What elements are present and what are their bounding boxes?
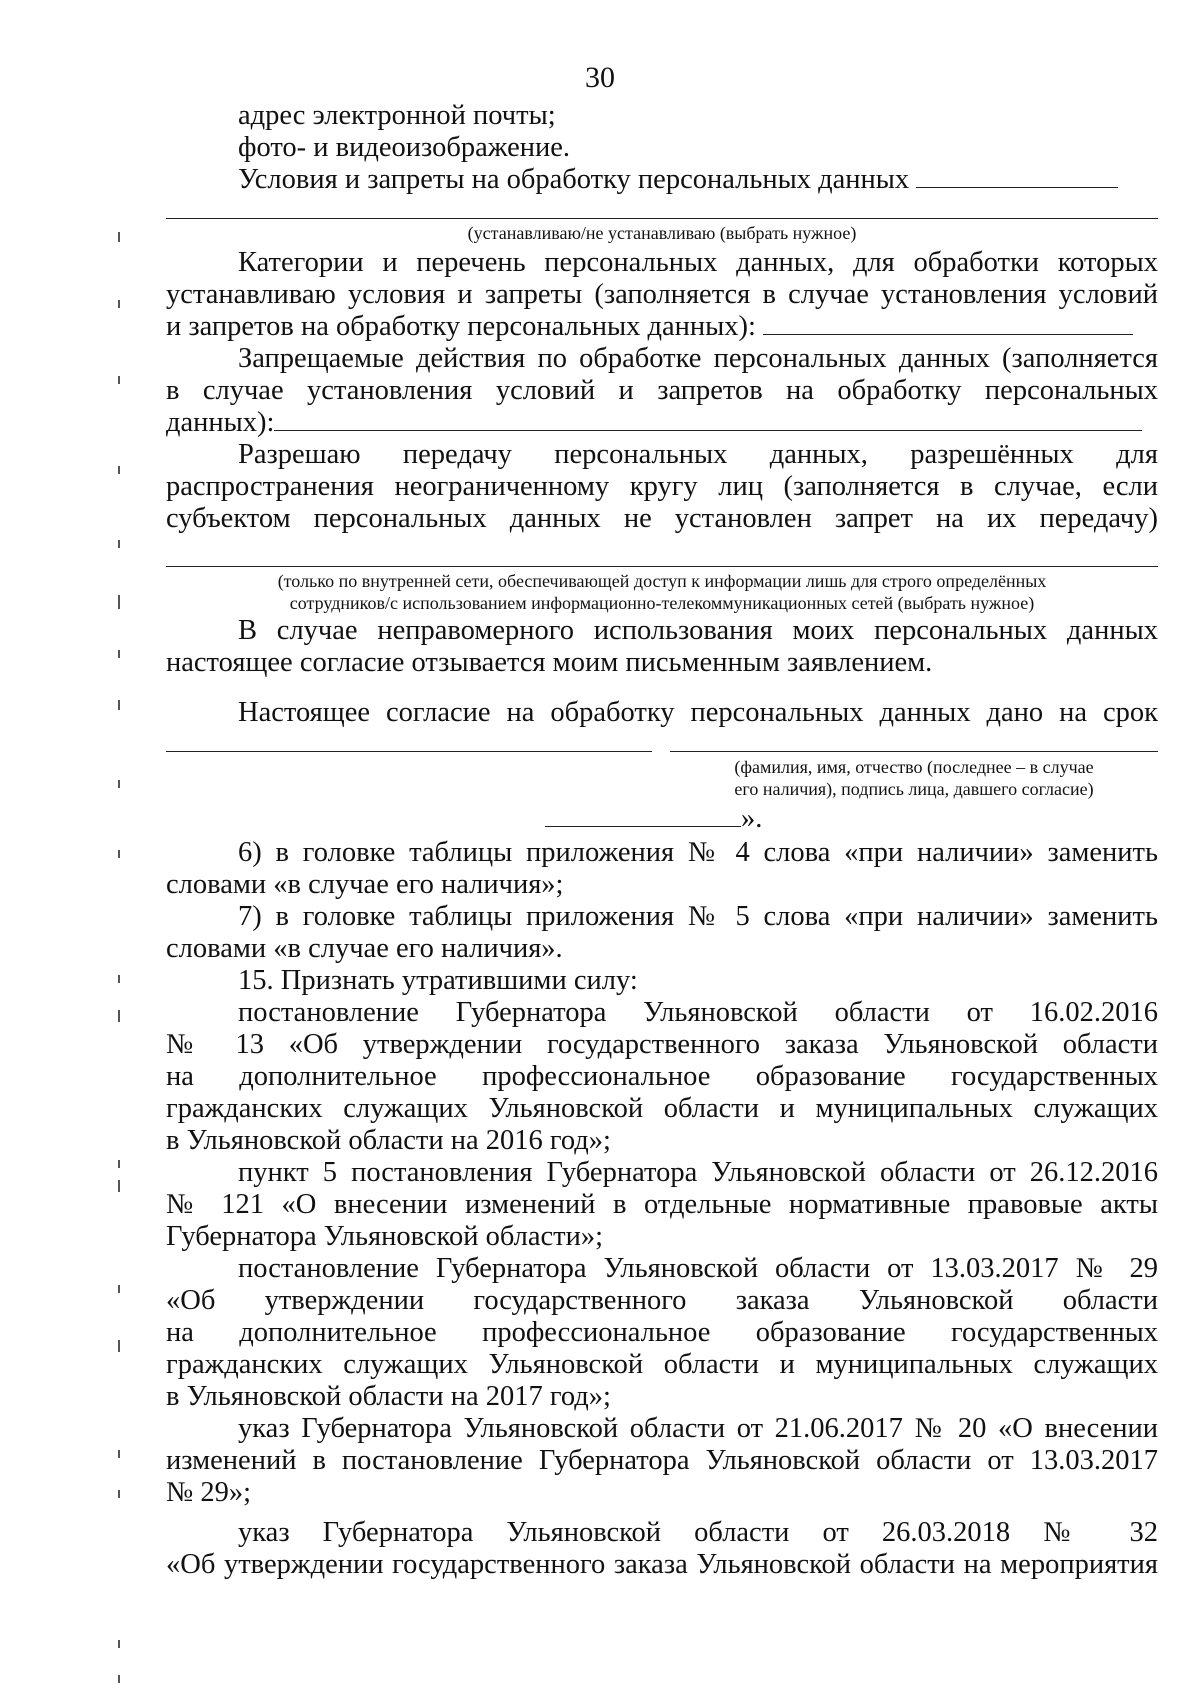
- scan-mark: [118, 1490, 120, 1498]
- field-caption: (фамилия, имя, отчество (последнее – в случае: [734, 757, 1094, 777]
- text-fragment: данных):: [166, 407, 275, 438]
- blank-line: [916, 165, 1118, 188]
- field-caption: (только по внутренней сети, обеспечивающей доступ к информации лишь для строго определённых: [277, 571, 1047, 591]
- text-line: словами «в случае его наличия».: [166, 933, 563, 964]
- text-line: настоящее согласие отзывается моим письменным заявлением.: [166, 647, 933, 678]
- text-line: субъектом персональных данных не установлен запрет на их передачу): [166, 503, 1158, 534]
- scan-mark: [118, 1285, 120, 1293]
- text-line: постановление Губернатора Ульяновской области от 16.02.2016: [238, 997, 1158, 1028]
- scan-mark: [118, 1340, 120, 1352]
- text-fragment: Условия и запреты на обработку персональных данных: [238, 164, 910, 195]
- text-line: в случае установления условий и запретов на обработку персональных: [166, 375, 1158, 406]
- text-line: № 29»;: [166, 1477, 251, 1508]
- field-caption: сотрудников/с использованием информационно-телекоммуникационных сетей (выбрать нужное): [289, 593, 1035, 613]
- text-line: № 121 «О внесении изменений в отдельные нормативные правовые акты: [166, 1189, 1158, 1220]
- text-line: [545, 803, 845, 835]
- text-line: В случае неправомерного использования моих персональных данных: [238, 615, 1158, 646]
- fill-in-rule: [166, 751, 652, 752]
- text-line: [166, 407, 1158, 439]
- text-line: [238, 164, 1158, 196]
- scan-mark: [118, 1160, 120, 1168]
- scan-mark: [118, 1180, 120, 1192]
- text-fragment: ».: [741, 803, 763, 834]
- blank-line: [763, 312, 1133, 335]
- text-line: Категории и перечень персональных данных, для обработки которых: [238, 247, 1158, 278]
- text-line: 6) в головке таблицы приложения № 4 слова «при наличии» заменить: [238, 837, 1158, 868]
- field-caption: (устанавливаю/не устанавливаю (выбрать нужное): [467, 223, 857, 243]
- text-line: Губернатора Ульяновской области»;: [166, 1221, 604, 1252]
- fill-in-rule: [166, 218, 1158, 219]
- field-caption: его наличия), подпись лица, давшего согласие): [734, 779, 1094, 799]
- text-line: на дополнительное профессиональное образование государственных: [166, 1317, 1158, 1348]
- text-line: пункт 5 постановления Губернатора Ульяновской области от 26.12.2016: [238, 1157, 1158, 1188]
- text-line: в Ульяновской области на 2017 год»;: [166, 1381, 611, 1412]
- text-line: Настоящее согласие на обработку персональных данных дано на срок: [238, 697, 1158, 728]
- blank-line: [274, 408, 1142, 431]
- scan-mark: [118, 700, 120, 710]
- text-line: постановление Губернатора Ульяновской области от 13.03.2017 № 29: [238, 1253, 1158, 1284]
- scan-mark: [118, 595, 120, 609]
- fill-in-rule: [166, 566, 1158, 567]
- text-line: 15. Признать утратившими силу:: [238, 965, 638, 996]
- text-line: 7) в головке таблицы приложения № 5 слова «при наличии» заменить: [238, 901, 1158, 932]
- text-line: указ Губернатора Ульяновской области от 26.03.2018 № 32: [238, 1517, 1158, 1548]
- scan-mark: [118, 850, 120, 858]
- text-line: Запрещаемые действия по обработке персональных данных (заполняется: [238, 343, 1158, 374]
- scan-mark: [118, 376, 120, 384]
- text-line: словами «в случае его наличия»;: [166, 869, 564, 900]
- scan-mark: [118, 975, 120, 983]
- scan-mark: [118, 540, 120, 548]
- text-line: устанавливаю условия и запреты (заполняется в случае установления условий: [166, 279, 1158, 310]
- scan-mark: [118, 650, 120, 658]
- text-line: на дополнительное профессиональное образование государственных: [166, 1061, 1158, 1092]
- page-number: 30: [585, 61, 615, 94]
- scan-mark: [118, 1675, 120, 1683]
- text-line: № 13 «Об утверждении государственного заказа Ульяновской области: [166, 1029, 1158, 1060]
- text-line: адрес электронной почты;: [238, 100, 556, 131]
- text-line: фото- и видеоизображение.: [238, 132, 571, 163]
- text-line: Разрешаю передачу персональных данных, разрешённых для: [238, 439, 1158, 470]
- text-line: гражданских служащих Ульяновской области и муниципальных служащих: [166, 1349, 1158, 1380]
- blank-line: [545, 804, 741, 827]
- text-line: указ Губернатора Ульяновской области от 21.06.2017 № 20 «О внесении: [238, 1413, 1158, 1444]
- text-line: изменений в постановление Губернатора Ульяновской области от 13.03.2017: [166, 1445, 1158, 1476]
- scan-mark: [118, 232, 120, 242]
- text-line: [166, 311, 1158, 343]
- text-line: распространения неограниченному кругу лиц (заполняется в случае, если: [166, 471, 1158, 502]
- text-fragment: и запретов на обработку персональных данных):: [166, 311, 756, 342]
- scan-mark: [118, 300, 120, 308]
- text-line: «Об утверждении государственного заказа Ульяновской области: [166, 1285, 1158, 1316]
- scan-mark: [118, 1010, 120, 1022]
- text-line: «Об утверждении государственного заказа Ульяновской области на мероприятия: [166, 1549, 1158, 1580]
- text-line: гражданских служащих Ульяновской области и муниципальных служащих: [166, 1093, 1158, 1124]
- text-line: в Ульяновской области на 2016 год»;: [166, 1125, 611, 1156]
- fill-in-rule: [670, 751, 1158, 752]
- scan-mark: [118, 466, 120, 474]
- scan-mark: [118, 1450, 120, 1458]
- scan-mark: [118, 780, 120, 788]
- scan-mark: [118, 1640, 120, 1648]
